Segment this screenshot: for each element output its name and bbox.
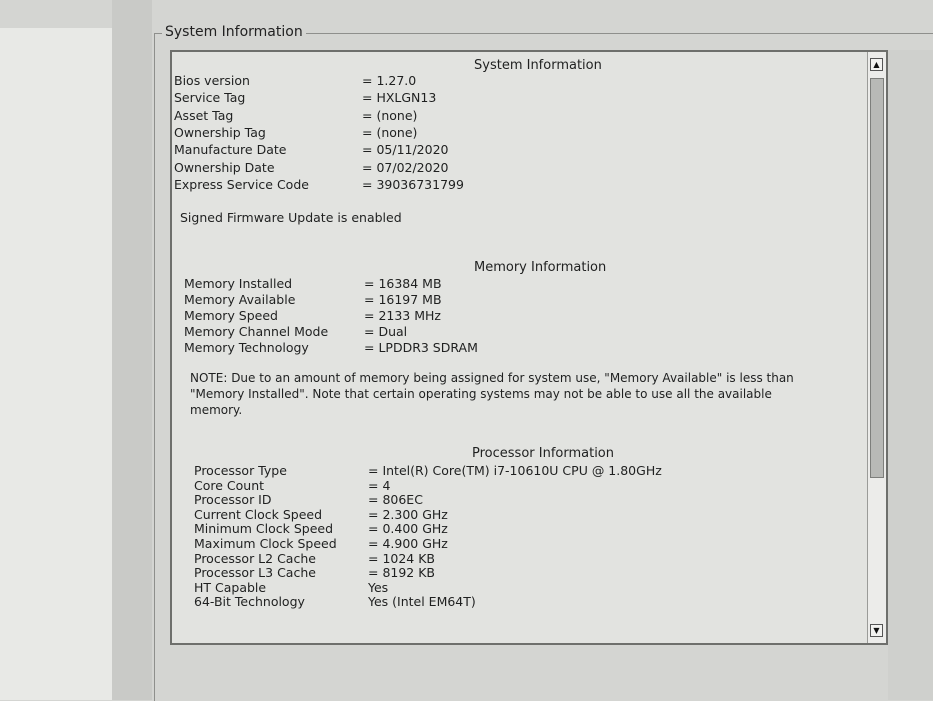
field-value: = LPDDR3 SDRAM xyxy=(364,340,478,355)
scrollbar-thumb[interactable] xyxy=(870,78,884,478)
field-value: = (none) xyxy=(362,124,418,140)
field-value: = 16197 MB xyxy=(364,292,442,307)
system-information-panel xyxy=(170,50,888,645)
field-label: Service Tag xyxy=(174,90,246,106)
field-value: = Intel(R) Core(TM) i7-10610U CPU @ 1.80GHz xyxy=(368,463,662,478)
field-label: Core Count xyxy=(194,477,265,493)
memory-note: NOTE: Due to an amount of memory being assigned for system use, "Memory Available" is less than "Memory Installed". Note that certain operating systems may not be able to use all the available memory. xyxy=(190,371,794,417)
field-label: Processor ID xyxy=(194,492,272,508)
arrow-down-icon[interactable]: ▼ xyxy=(870,624,883,637)
field-value: Yes (Intel EM64T) xyxy=(368,594,476,610)
arrow-up-icon[interactable]: ▲ xyxy=(870,58,883,71)
field-label: Express Service Code xyxy=(174,176,309,192)
field-value: = 1.27.0 xyxy=(362,73,417,88)
field-label: Manufacture Date xyxy=(174,142,287,158)
field-value: = (none) xyxy=(362,107,418,123)
field-value: = 1024 KB xyxy=(368,550,436,566)
field-value: Yes xyxy=(368,579,389,595)
vertical-scrollbar[interactable] xyxy=(867,52,886,643)
field-label: Maximum Clock Speed xyxy=(194,536,337,551)
field-value: = Dual xyxy=(364,324,408,339)
field-label: Bios version xyxy=(174,73,250,88)
field-value: = 0.400 GHz xyxy=(368,521,448,537)
right-edge xyxy=(888,50,933,700)
memory-section-title: Memory Information xyxy=(474,260,607,275)
panel-content xyxy=(172,52,872,643)
processor-section-title: Processor Information xyxy=(472,446,614,461)
field-value: = 05/11/2020 xyxy=(362,142,449,158)
left-navigation-pane xyxy=(0,28,114,700)
field-value: = 16384 MB xyxy=(364,276,442,291)
field-label: Processor Type xyxy=(194,463,287,478)
field-label: Asset Tag xyxy=(174,107,234,123)
field-value: = 4 xyxy=(368,477,391,493)
field-label: Ownership Date xyxy=(174,159,275,175)
field-label: Processor L2 Cache xyxy=(194,550,316,566)
field-value: = 8192 KB xyxy=(368,565,436,581)
field-label: Memory Speed xyxy=(184,308,278,323)
field-value: = 2133 MHz xyxy=(364,308,441,323)
field-value: = 2.300 GHz xyxy=(368,506,448,522)
field-label: Memory Channel Mode xyxy=(184,324,329,339)
field-label: Current Clock Speed xyxy=(194,506,323,522)
field-value: = 806EC xyxy=(368,492,423,508)
field-value: = 39036731799 xyxy=(362,176,464,192)
field-label: Memory Installed xyxy=(184,276,293,291)
field-label: Processor L3 Cache xyxy=(194,565,316,581)
left-divider-strip xyxy=(112,0,152,700)
field-value: = HXLGN13 xyxy=(362,90,437,106)
field-label: Ownership Tag xyxy=(174,124,266,140)
field-value: = 4.900 GHz xyxy=(368,536,448,551)
field-label: Memory Available xyxy=(184,292,296,307)
group-title: System Information xyxy=(162,24,306,40)
system-section-title: System Information xyxy=(474,58,602,73)
field-label: HT Capable xyxy=(194,579,267,595)
field-label: Memory Technology xyxy=(184,340,309,355)
field-label: Minimum Clock Speed xyxy=(194,521,334,537)
field-value: = 07/02/2020 xyxy=(362,159,449,175)
firmware-update-status: Signed Firmware Update is enabled xyxy=(180,210,402,225)
field-label: 64-Bit Technology xyxy=(194,594,305,610)
